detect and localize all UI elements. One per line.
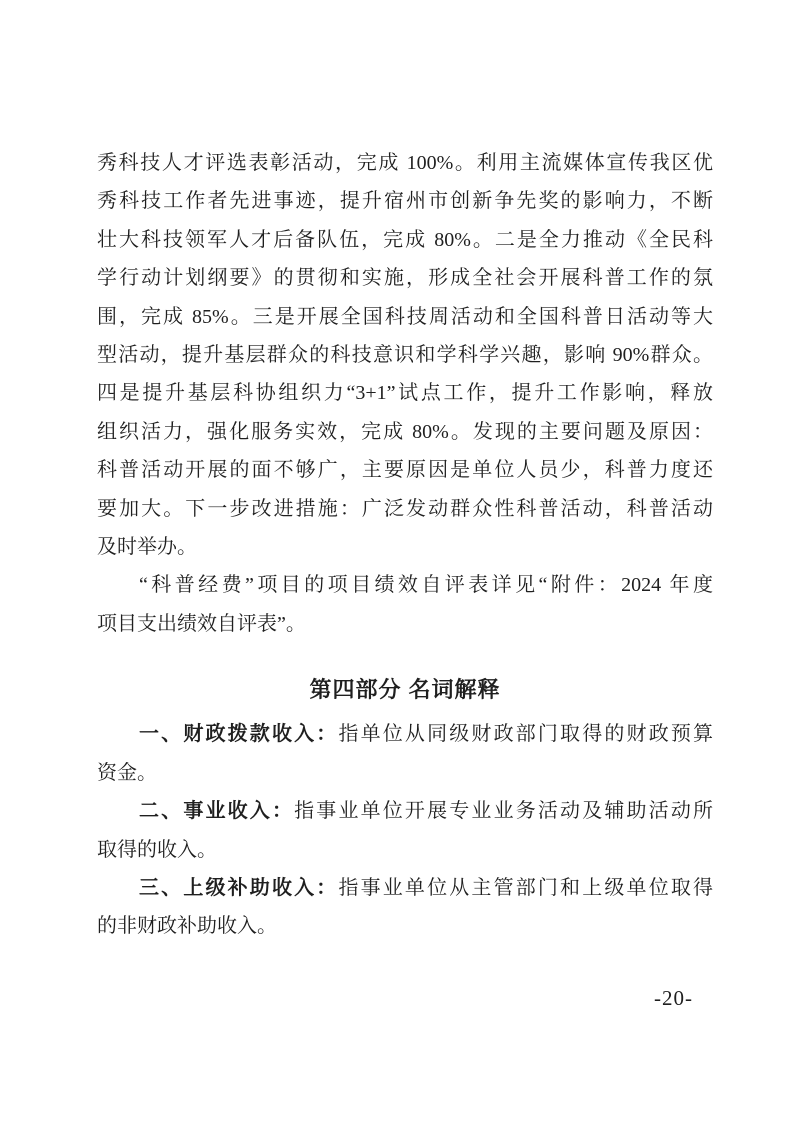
text-line: 科普活动开展的面不够广，主要原因是单位人员少，科普力度还 [97,459,713,482]
glossary-term-line [97,715,713,753]
term-definition: 指事业单位从主管部门和上级单位取得 [338,877,714,900]
glossary-list [97,715,713,945]
term-label: 三、上级补助收入： [139,877,339,900]
term-definition: 指事业单位开展专业业务活动及辅助活动所 [294,800,714,823]
glossary-item [97,869,713,946]
text-line: 型活动，提升基层群众的科技意识和学科学兴趣，影响 90%群众。 [97,343,713,366]
text-line: 学行动计划纲要》的贯彻和实施，形成全社会开展科普工作的氛 [97,267,713,290]
text-line: 四是提升基层科协组织力“3+1”试点工作，提升工作影响，释放 [97,382,713,405]
term-label: 一、财政拨款收入： [139,723,339,746]
page-body [97,144,713,946]
text-line: 秀科技人才评选表彰活动，完成 100%。利用主流媒体宣传我区优 [97,152,713,174]
paragraph-appendix-note [97,566,713,643]
text-line: 壮大科技领军人才后备队伍，完成 80%。二是全力推动《全民科 [97,228,713,251]
text-line: “科普经费”项目的项目绩效自评表详见“附件：2024 年度 [139,574,713,597]
text-line: 资金。 [97,761,157,784]
section-title: 第四部分 名词解释 [309,677,501,703]
glossary-term-line [97,792,713,830]
glossary-item [97,715,713,792]
glossary-term-line [97,869,713,907]
text-line: 要加大。下一步改进措施：广泛发动群众性科普活动，科普活动 [97,497,713,520]
paragraph-performance-summary [97,144,713,566]
text-line: 组织活力，强化服务实效，完成 80%。发现的主要问题及原因： [97,420,713,443]
glossary-item [97,792,713,869]
text-line: 取得的收入。 [97,838,217,861]
term-label: 二、事业收入： [139,800,295,823]
term-definition: 指单位从同级财政部门取得的财政预算 [338,723,714,746]
text-line: 围，完成 85%。三是开展全国科技周活动和全国科普日活动等大 [97,305,713,328]
text-line: 秀科技工作者先进事迹，提升宿州市创新争先奖的影响力，不断 [97,190,713,213]
text-line: 及时举办。 [97,535,197,558]
text-line: 的非财政补助收入。 [97,915,277,938]
page-number: -20- [654,986,693,1010]
text-line: 项目支出绩效自评表”。 [97,612,306,635]
